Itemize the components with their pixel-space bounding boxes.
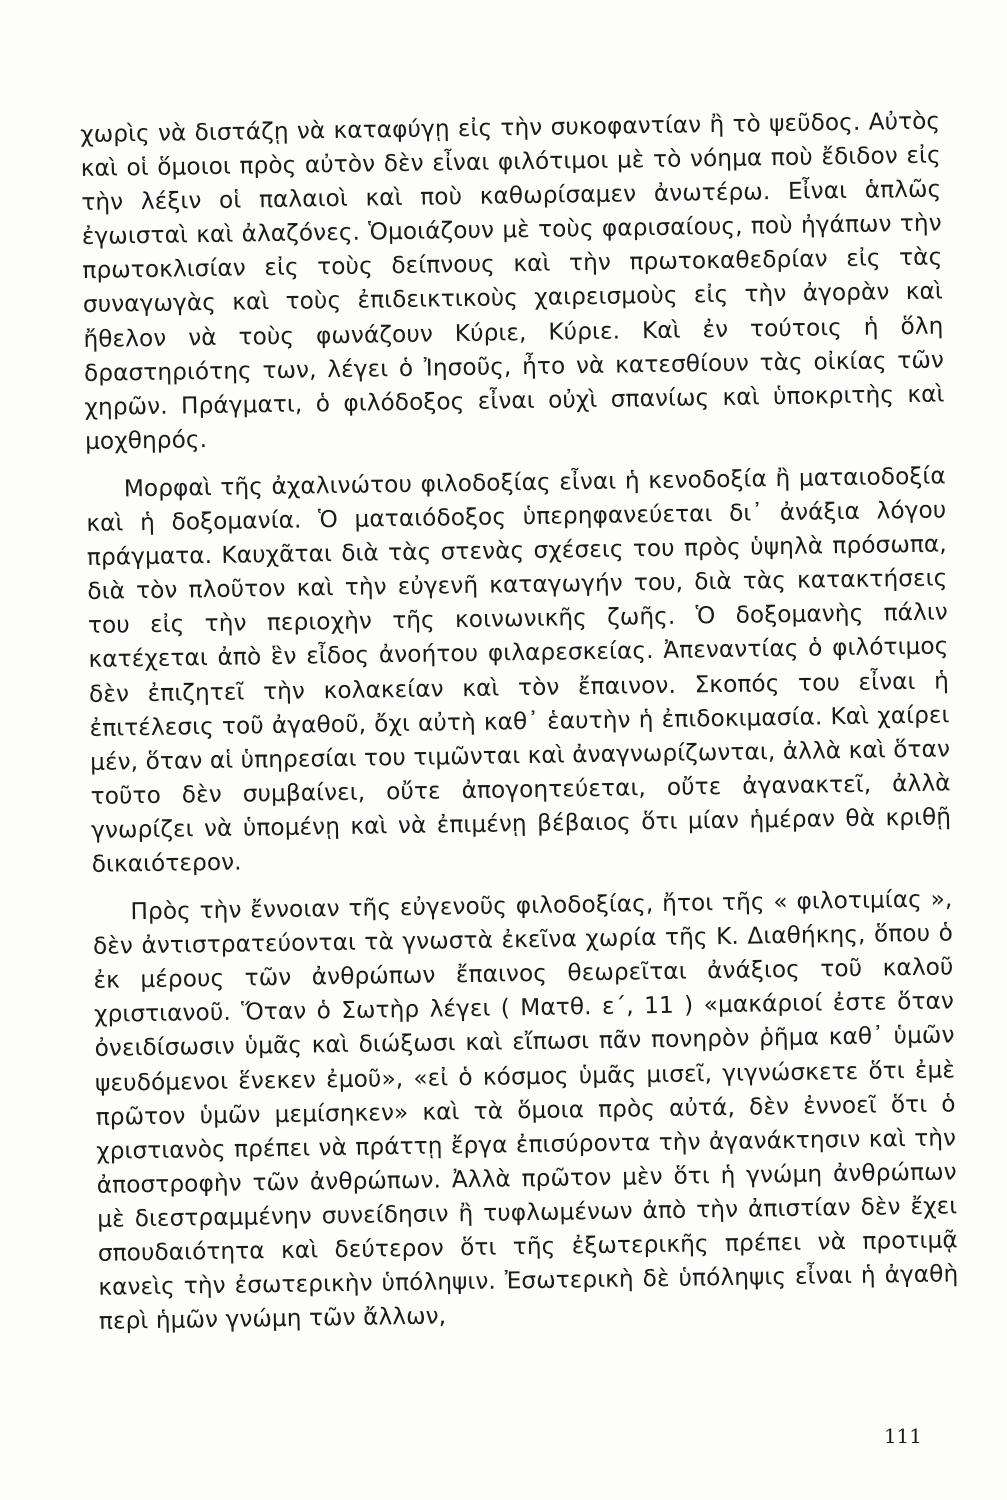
body-text (80, 104, 959, 1339)
paragraph-2: Μορφαὶ τῆς ἀχαλινώτου φιλοδοξίας εἶναι ἡ κενοδοξία ἢ ματαιοδοξία καὶ ἡ δοξομανία. Ὁ ματαιόδοξος ὑπερηφανεύεται δι᾽ ἀνάξια λόγου πράγματα. Καυχᾶται διὰ τὰς στενὰς σχέσεις του πρὸς ὑψηλὰ πρόσωπα, διὰ τὸν πλοῦτον καὶ τὴν εὐγενῆ καταγωγήν του, διὰ τὰς κατακτήσεις του εἰς τὴν περιοχὴν τῆς κοινωνικῆς ζωῆς. Ὁ δοξομανὴς πάλιν κατέχεται ἀπὸ ἓν εἶδος ἀνοήτου φιλαρεσκείας. Ἀπεναντίας ὁ φιλότιμος δὲν ἐπιζητεῖ τὴν κολακείαν καὶ τὸν ἔπαινον. Σκοπός του εἶναι ἡ ἐπιτέλεσις τοῦ ἀγαθοῦ, ὄχι αὐτὴ καθ᾽ ἑαυτὴν ἡ ἐπιδοκιμασία. Καὶ χαίρει μέν, ὅταν αἱ ὑπηρεσίαι του τιμῶνται καὶ ἀναγνωρίζωνται, ἀλλὰ καὶ ὅταν τοῦτο δὲν συμβαίνει, οὔτε ἀπογοητεύεται, οὔτε ἀγανακτεῖ, ἀλλὰ γνωρίζει νὰ ὑπομένῃ καὶ νὰ ἐπιμένῃ βέβαιος ὅτι μίαν ἡμέραν θὰ κριθῇ δικαιότερον. (86, 462, 952, 878)
paragraph-1: χωρὶς νὰ διστάζῃ νὰ καταφύγῃ εἰς τὴν συκοφαντίαν ἢ τὸ ψεῦδος. Αὐτὸς καὶ οἱ ὅμοιοι πρὸς αὐτὸν δὲν εἶναι φιλότιμοι μὲ τὸ νόημα ποὺ ἔδιδον εἰς τὴν λέξιν οἱ παλαιοὶ καὶ ποὺ καθωρίσαμεν ἀνωτέρω. Εἶναι ἁπλῶς ἐγωισταὶ καὶ ἀλαζόνες. Ὁμοιάζουν μὲ τοὺς φαρισαίους, ποὺ ἠγάπων τὴν πρωτοκλισίαν εἰς τοὺς δείπνους καὶ τὴν πρωτοκαθεδρίαν εἰς τὰς συναγωγὰς καὶ τοὺς ἐπιδεικτικοὺς χαιρεισμοὺς εἰς τὴν ἀγορὰν καὶ ἤθελον νὰ τοὺς φωνάζουν Κύριε, Κύριε. Καὶ ἐν τούτοις ἡ ὅλη δραστηριότης των, λέγει ὁ Ἰησοῦς, ἦτο νὰ κατεσθίουν τὰς οἰκίας τῶν χηρῶν. Πράγματι, ὁ φιλόδοξος εἶναι οὐχὶ σπανίως καὶ ὑποκριτὴς καὶ μοχθηρός. (80, 107, 945, 455)
paragraph-3: Πρὸς τὴν ἔννοιαν τῆς εὐγενοῦς φιλοδοξίας, ἤτοι τῆς « φιλοτιμίας », δὲν ἀντιστρατεύονται τὰ γνωστὰ ἐκεῖνα χωρία τῆς Κ. Διαθήκης, ὅπου ὁ ἐκ μέρους τῶν ἀνθρώπων ἔπαινος θεωρεῖται ἀνάξιος τοῦ καλοῦ χριστιανοῦ. Ὅταν ὁ Σωτὴρ λέγει ( Ματθ. ε΄, 11 ) «μακάριοί ἐστε ὅταν ὀνειδίσωσιν ὑμᾶς καὶ διώξωσι καὶ εἴπωσι πᾶν πονηρὸν ῥῆμα καθ᾽ ὑμῶν ψευδόμενοι ἕνεκεν ἐμοῦ», «εἰ ὁ κόσμος ὑμᾶς μισεῖ, γιγνώσκετε ὅτι ἐμὲ πρῶτον ὑμῶν μεμίσηκεν» καὶ τὰ ὅμοια πρὸς αὐτά, δὲν ἐννοεῖ ὅτι ὁ χριστιανὸς πρέπει νὰ πράττῃ ἔργα ἐπισύροντα τὴν ἀγανάκτησιν καὶ τὴν ἀποστροφὴν τῶν ἀνθρώπων. Ἀλλὰ πρῶτον μὲν ὅτι ἡ γνώμη ἀνθρώπων μὲ διεστραμμένην συνείδησιν ἢ τυφλωμένων ἀπὸ τὴν ἀπιστίαν δὲν ἔχει σπουδαιότητα καὶ δεύτερον ὅτι τῆς ἐξωτερικῆς πρέπει νὰ προτιμᾷ κανεὶς τὴν ἐσωτερικὴν ὑπόληψιν. Ἐσωτερικὴ δὲ ὑπόληψις εἶναι ἡ ἀγαθὴ περὶ ἡμῶν γνώμη τῶν ἄλλων, (92, 885, 959, 1336)
page-number: 111 (883, 1424, 922, 1448)
